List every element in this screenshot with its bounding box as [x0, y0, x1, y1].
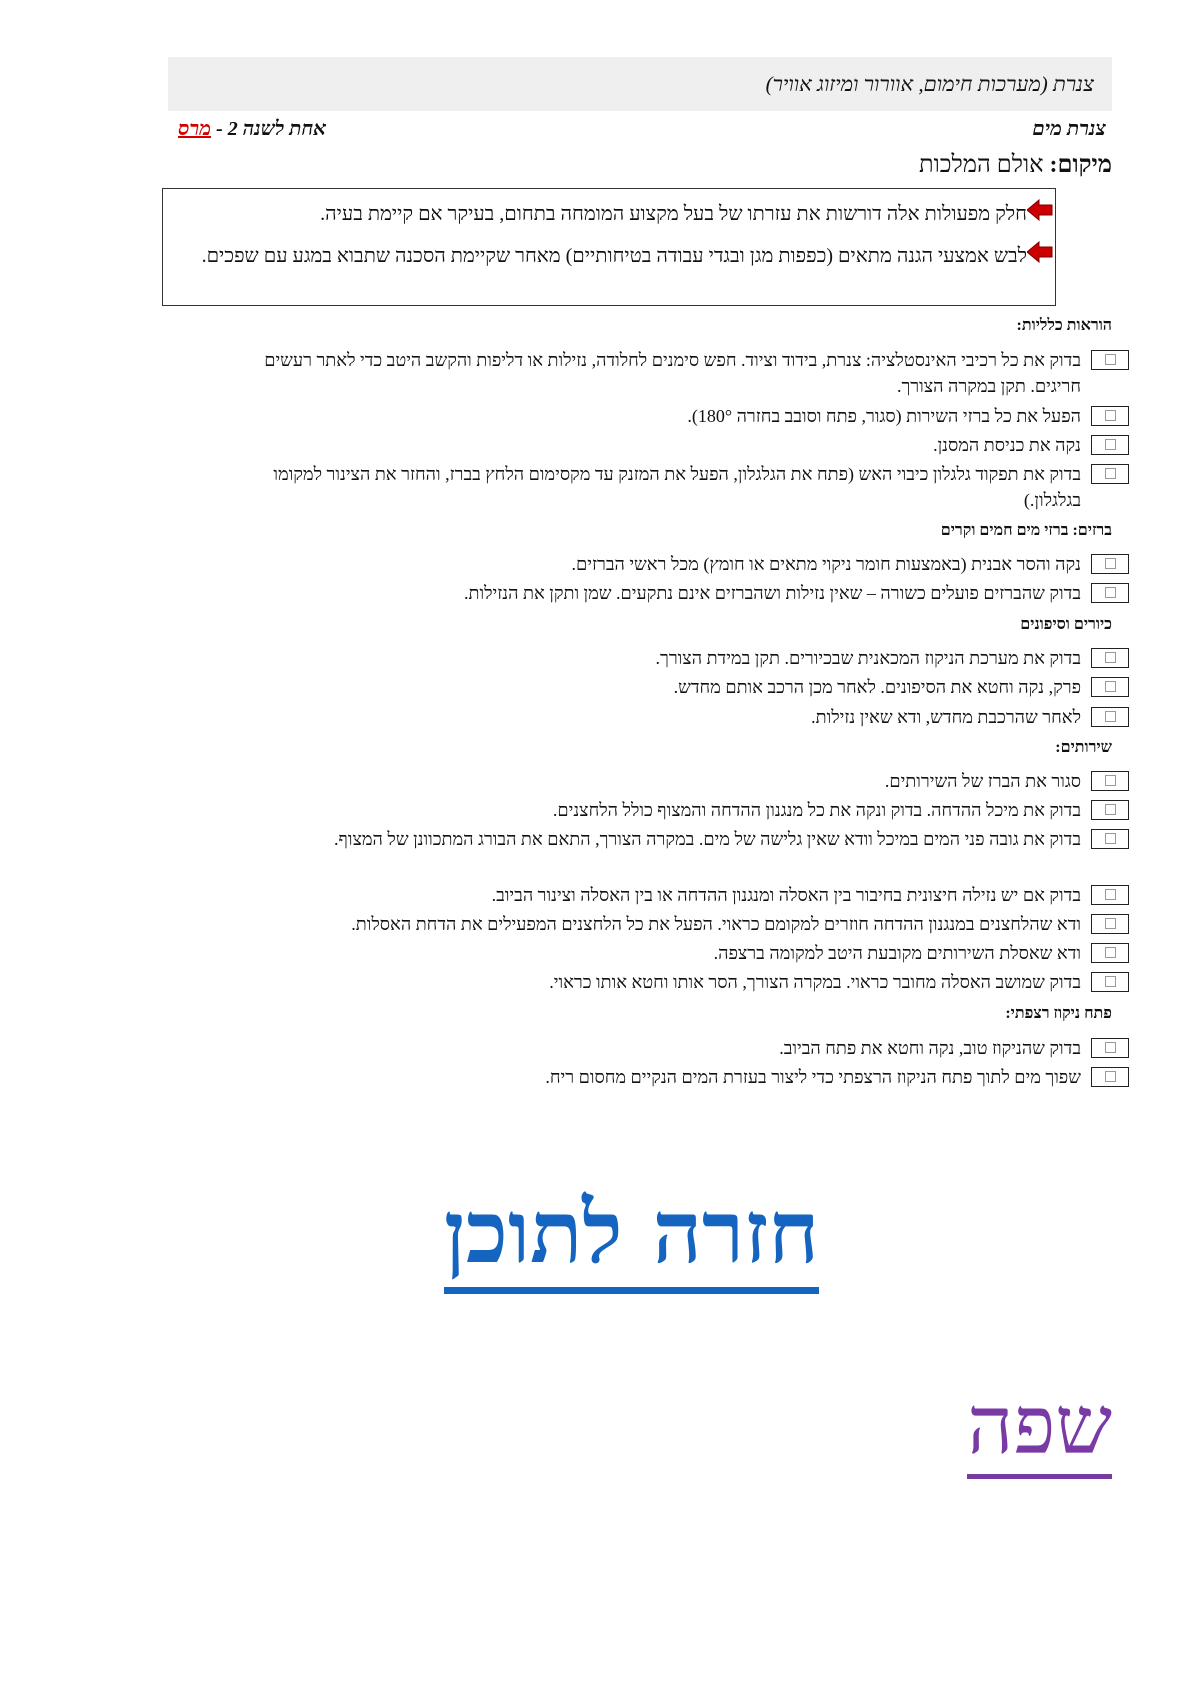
checkbox-icon[interactable] [1091, 648, 1129, 668]
checklist-item [221, 461, 1081, 513]
checklist-item [221, 580, 1081, 606]
checkbox-icon[interactable] [1091, 914, 1129, 934]
checklist-item [221, 347, 1081, 399]
location [919, 152, 1112, 179]
checkbox-icon[interactable] [1091, 1067, 1129, 1087]
checklist-item-text: הפעל את כל ברזי השירות (סגור, פתח וסובב בחזרה 180°). [687, 406, 1081, 426]
checklist-item [221, 551, 1081, 577]
checklist-item [221, 432, 1081, 458]
red-arrow-left-icon [1027, 241, 1053, 263]
document-title: צנרת (מערכות חימום, אוורור ומיזוג אוויר) [765, 71, 1094, 96]
checklist-item-text: בדוק שהניקוז טוב, נקה וחטא את פתח הביוב. [779, 1038, 1081, 1058]
checkbox-icon[interactable] [1091, 829, 1129, 849]
notice-item: חלק מפעולות אלה דורשות את עזרתו של בעל מקצוע המומחה בתחום, בעיקר אם קיימת בעיה. [320, 203, 1027, 225]
frequency-label [178, 118, 326, 141]
checkbox-icon[interactable] [1091, 707, 1129, 727]
checkbox-icon[interactable] [1091, 1038, 1129, 1058]
checklist-item-text: בדוק אם יש נזילה חיצונית בחיבור בין האסלה ומנגנון ההדחה או בין האסלה וצינור הביוב. [491, 885, 1081, 905]
frequency-prefix: אחת לשנה 2 - [216, 118, 327, 140]
checkbox-icon[interactable] [1091, 972, 1129, 992]
checkbox-icon[interactable] [1091, 885, 1129, 905]
checkbox-icon[interactable] [1091, 677, 1129, 697]
checklist-item [221, 797, 1081, 823]
checklist-item-text: בדוק את מערכת הניקוז המכאנית שבכיורים. תקן במידת הצורך. [655, 648, 1081, 668]
safety-notice-box [162, 188, 1056, 306]
back-to-contents-link[interactable]: חזרה לתוכן [444, 1183, 819, 1294]
checklist-item-text: בדוק את גובה פני המים במיכל וודא שאין גלישה של מים. במקרה הצורך, התאם את הבורג המתכוונן של המצוף. [334, 829, 1081, 849]
section-title-sinks: כיורים וסיפונים [1020, 616, 1112, 633]
checklist-item [221, 969, 1081, 995]
location-label: מיקום: [1049, 152, 1112, 178]
checklist-item-text: סגור את הברז של השירותים. [884, 771, 1081, 791]
checkbox-icon[interactable] [1091, 435, 1129, 455]
category-label: צנרת מים [1032, 118, 1106, 140]
checkbox-icon[interactable] [1091, 943, 1129, 963]
checklist-item-text: נקה את כניסת המסנן. [933, 435, 1081, 455]
checklist-item-text: לאחר שהרכבת מחדש, ודא שאין נזילות. [811, 707, 1081, 727]
checkbox-icon[interactable] [1091, 464, 1129, 484]
checklist-item [221, 704, 1081, 730]
checklist-item [221, 674, 1081, 700]
header-band [168, 57, 1112, 111]
checkbox-icon[interactable] [1091, 800, 1129, 820]
red-arrow-left-icon [1027, 199, 1053, 221]
month-link[interactable]: מרס [178, 118, 212, 140]
checklist-item-text: בדוק שהברזים פועלים כשורה – שאין נזילות ושהברזים אינם נתקעים. שמן ותקן את הנזילות. [464, 583, 1081, 603]
section-title-floor-drain: פתח ניקוז רצפתי: [1005, 1005, 1112, 1022]
section-title-general: הוראות כלליות: [1016, 317, 1112, 334]
location-value: אולם המלכות [919, 152, 1044, 178]
checklist-item [221, 768, 1081, 794]
checklist-item [221, 882, 1081, 908]
checkbox-icon[interactable] [1091, 406, 1129, 426]
section-title-toilets: שירותים: [1055, 739, 1112, 756]
checklist-item [221, 826, 1081, 852]
language-link[interactable]: שפה [967, 1378, 1112, 1479]
checkbox-icon[interactable] [1091, 771, 1129, 791]
checklist-item [221, 645, 1081, 671]
checklist-item-text: ודא שאסלת השירותים מקובעת היטב למקומה ברצפה. [713, 943, 1081, 963]
checkbox-icon[interactable] [1091, 583, 1129, 603]
checklist-item-text: שפוך מים לתוך פתח הניקוז הרצפתי כדי ליצור בעזרת המים הנקיים מחסום ריח. [545, 1067, 1081, 1087]
checklist-item-text: נקה והסר אבנית (באמצעות חומר ניקוי מתאים או חומץ) מכל ראשי הברזים. [571, 554, 1081, 574]
checklist-item [221, 940, 1081, 966]
checklist-item [221, 1035, 1081, 1061]
checklist-item [221, 1064, 1081, 1090]
checklist-item-text: ודא שהלחצנים במנגנון ההדחה חוזרים למקומם כראוי. הפעל את כל הלחצנים המפעילים את הדחת האסלות. [351, 914, 1081, 934]
section-title-faucets: ברזים: ברזי מים חמים וקרים [940, 522, 1112, 539]
notice-item: לבש אמצעי הגנה מתאים (כפפות מגן ובגדי עבודה בטיחותיים) מאחר שקיימת הסכנה שתבוא במגע עם שפכים. [201, 245, 1027, 267]
checklist-item-text: בדוק את תפקוד גלגלון כיבוי האש (פתח את הגלגלון, הפעל את המזנק עד מקסימום הלחץ בברז, והחזר את הצינור למקומו בגלגלון.) [273, 464, 1081, 510]
checklist-item-text: פרק, נקה וחטא את הסיפונים. לאחר מכן הרכב אותם מחדש. [673, 677, 1081, 697]
subheader [168, 118, 1112, 146]
checklist-item [221, 911, 1081, 937]
checklist-item-text: בדוק שמושב האסלה מחובר כראוי. במקרה הצורך, הסר אותו וחטא אותו כראוי. [549, 972, 1081, 992]
checkbox-icon[interactable] [1091, 350, 1129, 370]
checklist-item-text: בדוק את כל רכיבי האינסטלציה: צנרת, בידוד וציוד. חפש סימנים לחלודה, נזילות או דליפות והקשב היטב כדי לאתר רעשים חריגים. תקן במקרה הצורך. [264, 350, 1081, 396]
checklist-item [221, 403, 1081, 429]
checkbox-icon[interactable] [1091, 554, 1129, 574]
checklist-item-text: בדוק את מיכל ההדחה. בדוק ונקה את כל מנגנון ההדחה והמצוף כולל הלחצנים. [552, 800, 1081, 820]
